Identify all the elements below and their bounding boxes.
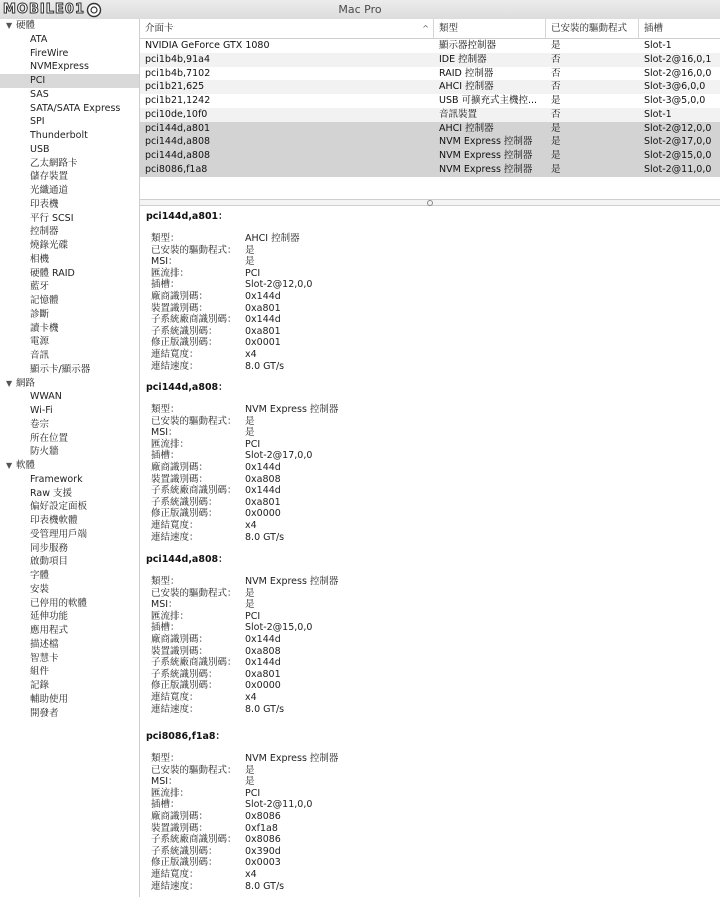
property-key: 廠商識別碼： [151,461,209,473]
property-row [151,576,451,588]
sidebar-item[interactable]: PCI [0,74,139,88]
property-row [151,881,451,893]
property-row [151,450,451,462]
property-row [151,268,451,280]
property-value: 0x0001 [245,337,281,349]
property-row [151,634,451,646]
table-cell: 顯示器控制器 [439,40,497,51]
property-value: 0xa801 [245,325,281,337]
property-key: 已安裝的驅動程式： [151,244,237,256]
property-key: 插槽： [151,622,180,634]
table-cell: NVM Express 控制器 [439,163,533,175]
table-row[interactable] [140,163,720,177]
property-row [151,692,451,704]
property-key: 已安裝的驅動程式： [151,764,237,776]
sidebar-item[interactable]: 安裝 [30,583,50,595]
sidebar-item[interactable]: SPI [30,116,45,128]
sidebar-item[interactable]: 儲存裝置 [30,171,69,183]
sidebar-item[interactable]: NVMExpress [30,61,89,73]
property-key: 匯流排： [151,438,190,450]
sidebar-item[interactable]: Wi-Fi [30,405,53,416]
property-row [151,520,451,532]
table-cell: pci1b4b,7102 [145,67,211,79]
table-cell: AHCI 控制器 [439,81,494,93]
sidebar-item[interactable]: 所在位置 [30,432,69,444]
property-row [151,233,451,245]
property-value: 0xa801 [245,302,281,314]
property-value: 是 [245,415,255,427]
sidebar-item[interactable]: 記錄 [30,680,50,691]
column-header-label: 類型 [439,23,459,34]
sidebar-item[interactable]: SATA/SATA Express [30,102,121,114]
table-row[interactable] [140,149,720,163]
device-title: pci144d,a808： [146,554,228,565]
property-key: 連結速度： [151,703,199,715]
property-key: MSI： [151,776,178,788]
sidebar-item[interactable]: Thunderbolt [30,130,88,141]
sidebar-group[interactable] [0,19,139,33]
column-header-card[interactable] [140,19,434,38]
table-row[interactable] [140,108,720,122]
property-value: x4 [245,519,257,531]
sidebar-item[interactable]: 偏好設定面板 [30,501,88,513]
property-value: 0xa801 [245,496,281,508]
table-cell: 是 [551,40,561,51]
property-row [151,657,451,669]
sidebar-item[interactable]: 防火牆 [30,446,59,458]
property-value: 0x144d [245,314,281,326]
sidebar-item[interactable]: 顯示卡/顯示器 [30,363,91,375]
property-value: PCI [245,610,261,622]
property-value: Slot-2@11,0,0 [245,799,313,811]
property-row [151,857,451,869]
table-row[interactable] [140,53,720,67]
property-key: 子系統識別碼： [151,668,218,680]
sidebar-item[interactable]: 印表機 [30,198,59,210]
property-key: 匯流排： [151,267,190,279]
property-value: 0x144d [245,461,281,473]
sidebar-item[interactable]: 卷宗 [30,418,50,430]
property-value: 0xa808 [245,473,281,485]
property-value: 0x8086 [245,834,281,846]
property-key: 連結寬度： [151,691,199,703]
property-row [151,834,451,846]
logo-text: MOBILE01 [3,2,85,17]
property-key: 插槽： [151,279,180,291]
property-row [151,846,451,858]
sidebar-item[interactable]: 延伸功能 [30,611,69,623]
property-value: 0x8086 [245,810,281,822]
sidebar-item[interactable]: 平行 SCSI [30,212,74,224]
property-row [151,349,451,361]
sidebar-item[interactable]: 控制器 [30,226,59,238]
property-key: 已安裝的驅動程式： [151,587,237,599]
table-cell: pci144d,a808 [145,150,211,161]
table-cell: Slot-1 [644,108,672,120]
table-cell: Slot-2@17,0,0 [644,136,712,148]
device-properties [151,233,451,372]
sidebar-item[interactable]: 電源 [30,336,50,348]
property-value: 是 [245,764,255,776]
table-row[interactable] [140,67,720,81]
property-row [151,869,451,881]
table-cell: pci144d,a808 [145,136,211,148]
table-row[interactable] [140,135,720,149]
property-key: MSI： [151,427,178,439]
table-cell: 否 [551,108,561,120]
property-value: 0x144d [245,485,281,497]
sidebar-item[interactable]: 印表機軟體 [30,515,78,526]
device-title: pci8086,f1a8： [146,731,226,742]
sidebar-item[interactable]: 輔助使用 [30,693,69,705]
property-row [151,776,451,788]
property-value: NVM Express 控制器 [245,576,339,587]
property-value: 0x144d [245,657,281,669]
sidebar-item[interactable]: 受管理用戶端 [30,528,88,540]
sidebar-group[interactable] [0,377,139,391]
table-row[interactable] [140,39,720,53]
table-cell: 否 [551,53,561,65]
column-header-label: 插槽 [644,23,664,34]
property-value: 8.0 GT/s [245,360,285,372]
sidebar-item[interactable]: 藍牙 [30,281,50,293]
property-value: 8.0 GT/s [245,531,285,543]
property-value: NVM Express 控制器 [245,753,339,764]
property-row [151,404,451,416]
property-row [151,314,451,326]
property-value: 8.0 GT/s [245,880,285,892]
property-key: MSI： [151,599,178,611]
sidebar-group-label: 硬體 [16,20,36,31]
property-row [151,669,451,681]
table-cell: 是 [551,163,561,175]
property-key: 插槽： [151,450,180,462]
sidebar-item[interactable]: Raw 支援 [30,487,73,499]
window-title: Mac Pro [338,3,382,16]
property-value: 是 [245,427,255,439]
property-key: 連結速度： [151,880,199,892]
property-value: x4 [245,868,257,880]
column-header-label: 介面卡 [145,23,174,34]
sidebar-item[interactable]: 相機 [30,253,50,265]
table-cell: IDE 控制器 [439,53,487,65]
property-key: 連結寬度： [151,519,199,531]
sidebar-item[interactable]: 組件 [30,666,50,678]
property-key: 匯流排： [151,787,190,799]
sidebar-item[interactable]: 字體 [30,570,50,581]
sidebar-item[interactable]: 描述檔 [30,638,59,650]
sidebar-item[interactable]: 音訊 [30,350,50,361]
table-cell: Slot-3@5,0,0 [644,95,706,106]
property-key: 裝置識別碼： [151,473,209,485]
sidebar-item[interactable]: 開發者 [30,707,59,719]
property-row [151,497,451,509]
property-row [151,256,451,268]
property-value: 0xa808 [245,645,281,657]
table-cell: pci1b4b,91a4 [145,53,211,65]
property-row [151,303,451,315]
device-properties [151,753,451,892]
table-cell: 音訊裝置 [439,108,478,120]
sidebar-item[interactable]: 光纖通道 [30,185,69,196]
table-cell: pci10de,10f0 [145,108,208,120]
table-row[interactable] [140,80,720,94]
disclosure-triangle-icon[interactable]: ▼ [6,461,13,470]
property-row [151,439,451,451]
sidebar-item[interactable]: 讀卡機 [30,322,59,334]
property-value: PCI [245,267,261,279]
table-cell: pci144d,a801 [145,122,211,134]
property-value: 0x0003 [245,857,281,869]
column-header-slot[interactable] [639,19,720,38]
table-row[interactable] [140,94,720,108]
property-row [151,753,451,765]
device-properties [151,404,451,543]
property-row [151,291,451,303]
property-row [151,765,451,777]
property-key: 廠商識別碼： [151,633,209,645]
property-row [151,646,451,658]
property-value: Slot-2@17,0,0 [245,450,313,462]
table-cell: 是 [551,150,561,161]
sidebar-item[interactable]: 記憶體 [30,295,59,306]
property-value: 是 [245,256,255,268]
property-value: 0x144d [245,633,281,645]
property-row [151,337,451,349]
property-key: 子系統廠商識別碼： [151,834,237,846]
table-cell: Slot-3@6,0,0 [644,81,706,93]
disclosure-triangle-icon[interactable]: ▼ [6,378,13,388]
table-cell: 是 [551,136,561,148]
property-value: 是 [245,599,255,611]
property-key: 類型： [151,404,180,415]
property-row [151,474,451,486]
property-value: 0x0000 [245,508,281,520]
device-properties [151,576,451,715]
property-row [151,485,451,497]
property-value: AHCI 控制器 [245,233,300,244]
property-key: 子系統廠商識別碼： [151,314,237,326]
property-row [151,788,451,800]
property-value: x4 [245,348,257,360]
property-row [151,361,451,373]
property-row [151,799,451,811]
table-cell: AHCI 控制器 [439,122,494,134]
sidebar [0,19,140,897]
disclosure-triangle-icon[interactable]: ▼ [6,21,13,30]
property-row [151,462,451,474]
property-value: 0x144d [245,290,281,302]
table-row[interactable] [140,122,720,136]
property-key: 子系統識別碼： [151,496,218,508]
sidebar-group-label: 軟體 [16,460,36,471]
property-value: Slot-2@15,0,0 [245,622,313,634]
table-cell: pci8086,f1a8 [145,163,208,175]
device-table [140,19,720,199]
property-row [151,416,451,428]
sidebar-group[interactable] [0,459,139,473]
property-key: 廠商識別碼： [151,290,209,302]
property-key: 連結寬度： [151,868,199,880]
sidebar-item[interactable]: 診斷 [30,308,50,320]
property-row [151,811,451,823]
property-row [151,611,451,623]
table-cell: RAID 控制器 [439,67,494,79]
table-cell: pci1b21,625 [145,81,205,93]
table-cell: 是 [551,122,561,134]
column-header-driver[interactable] [546,19,639,38]
title-bar [0,0,720,20]
sidebar-item[interactable]: 乙太網路卡 [30,157,78,169]
sidebar-item[interactable]: SAS [30,88,49,100]
property-row [151,427,451,439]
property-key: 修正版識別碼： [151,857,218,869]
property-value: PCI [245,787,261,799]
property-row [151,823,451,835]
property-key: 廠商識別碼： [151,810,209,822]
property-key: 子系統廠商識別碼： [151,657,237,669]
property-value: 0xa801 [245,668,281,680]
device-title: pci144d,a808： [146,382,228,393]
table-cell: NVM Express 控制器 [439,150,533,161]
property-key: 子系統廠商識別碼： [151,485,237,497]
device-title: pci144d,a801： [146,211,228,222]
sidebar-item[interactable]: 應用程式 [30,625,69,636]
property-key: 類型： [151,753,180,764]
sidebar-item[interactable]: 啟動項目 [30,556,69,568]
property-row [151,622,451,634]
table-cell: Slot-1 [644,40,672,51]
table-cell: Slot-2@16,0,1 [644,53,712,65]
sort-ascending-icon: ^ [422,24,429,33]
property-row [151,680,451,692]
details-pane [140,206,720,897]
table-cell: Slot-2@11,0,0 [644,163,712,175]
table-cell: USB 可擴充式主機控... [439,95,538,106]
property-row [151,279,451,291]
table-cell: NVIDIA GeForce GTX 1080 [145,40,270,51]
table-header [140,19,720,39]
property-value: NVM Express 控制器 [245,404,339,415]
property-key: 類型： [151,233,180,244]
table-cell: Slot-2@12,0,0 [644,122,712,134]
property-key: 插槽： [151,799,180,811]
column-header-label: 已安裝的驅動程式 [551,23,628,34]
property-value: 是 [245,587,255,599]
property-key: 裝置識別碼： [151,822,209,834]
sidebar-item[interactable]: Framework [30,473,83,485]
table-cell: NVM Express 控制器 [439,136,533,148]
property-key: 修正版識別碼： [151,680,218,692]
property-key: 匯流排： [151,610,190,622]
property-key: 裝置識別碼： [151,302,209,314]
property-key: 子系統識別碼： [151,325,218,337]
property-row [151,508,451,520]
property-row [151,245,451,257]
property-key: 連結寬度： [151,348,199,360]
table-cell: Slot-2@16,0,0 [644,67,712,79]
sidebar-item[interactable]: 燒錄光碟 [30,240,69,251]
sidebar-item[interactable]: 智慧卡 [30,652,59,664]
table-cell: pci1b21,1242 [145,95,211,106]
property-row [151,599,451,611]
table-cell: Slot-2@15,0,0 [644,150,712,161]
property-key: 類型： [151,576,180,587]
sidebar-item[interactable]: USB [30,143,50,155]
property-value: 8.0 GT/s [245,703,285,715]
property-key: 連結速度： [151,360,199,372]
property-key: 連結速度： [151,531,199,543]
table-cell: 是 [551,95,561,106]
table-cell: 否 [551,81,561,93]
property-value: 0x390d [245,845,281,857]
pane-splitter[interactable] [140,199,720,206]
property-value: x4 [245,691,257,703]
property-value: PCI [245,438,261,450]
property-row [151,588,451,600]
property-value: Slot-2@12,0,0 [245,279,313,291]
property-value: 0xf1a8 [245,822,278,834]
property-value: 0x0000 [245,680,281,692]
property-value: 是 [245,776,255,788]
property-key: 修正版識別碼： [151,508,218,520]
property-key: MSI： [151,256,178,268]
property-row [151,532,451,544]
property-key: 修正版識別碼： [151,337,218,349]
sidebar-item[interactable]: WWAN [30,391,62,403]
property-key: 裝置識別碼： [151,645,209,657]
property-key: 已安裝的驅動程式： [151,415,237,427]
table-cell: 否 [551,67,561,79]
sidebar-item[interactable]: 已停用的軟體 [30,597,88,609]
column-header-type[interactable] [434,19,546,38]
sidebar-item[interactable]: ATA [30,33,48,45]
sidebar-item[interactable]: 硬體 RAID [30,267,75,279]
sidebar-item[interactable]: FireWire [30,47,69,59]
property-row [151,326,451,338]
property-key: 子系統識別碼： [151,845,218,857]
sidebar-group-label: 網路 [16,377,36,389]
property-row [151,704,451,716]
property-value: 是 [245,244,255,256]
sidebar-item[interactable]: 同步服務 [30,542,69,554]
